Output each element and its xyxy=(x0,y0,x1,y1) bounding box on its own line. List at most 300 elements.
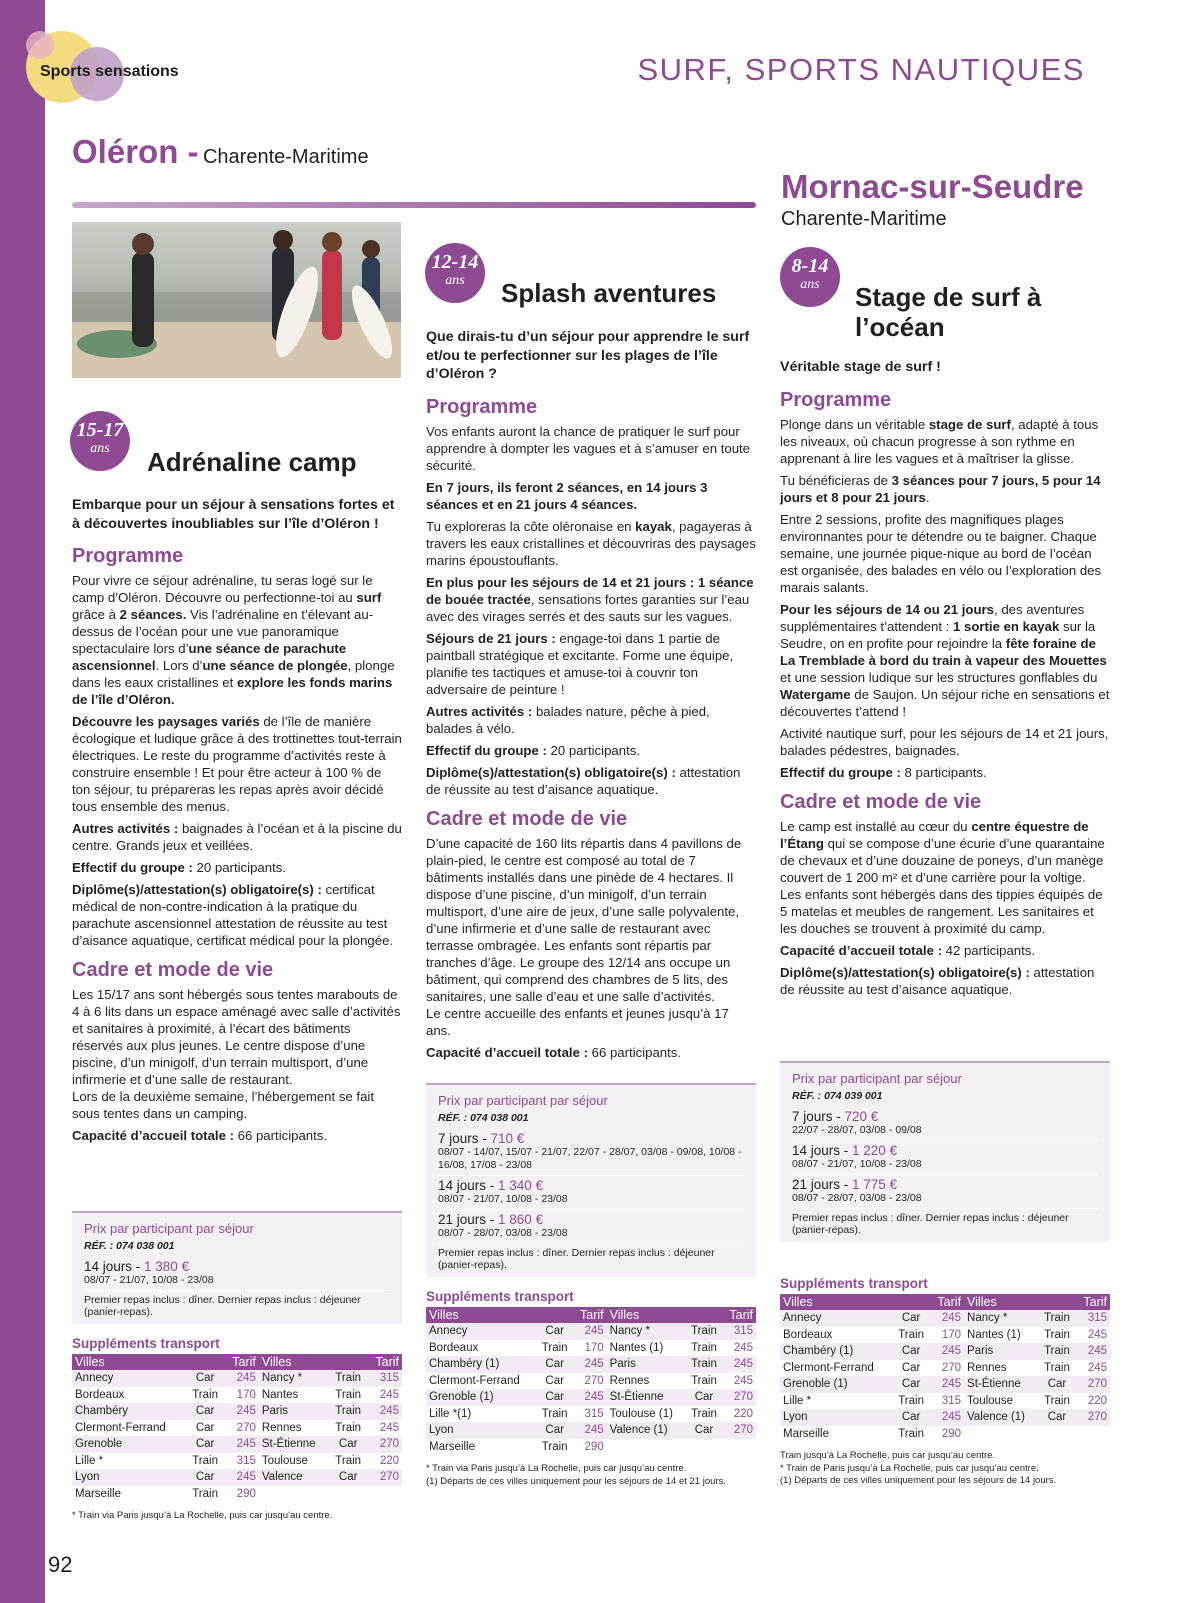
transport-price: 245 xyxy=(224,1403,259,1420)
capacity: Capacité d’accueil totale : 66 participants. xyxy=(72,1128,328,1143)
price-row xyxy=(792,1175,1098,1209)
transport-price: 315 xyxy=(722,1323,756,1340)
cadre-heading: Cadre et mode de vie xyxy=(72,959,274,981)
transport-mode: Train xyxy=(541,1440,568,1453)
transport-price: 270 xyxy=(941,1361,962,1374)
city-name xyxy=(964,1426,1038,1443)
price-header: Prix par participant par séjour xyxy=(84,1221,254,1236)
transport-price: 245 xyxy=(733,1341,753,1354)
transport-mode: Train xyxy=(192,1388,218,1401)
city-name: Nancy * xyxy=(259,1370,330,1387)
price-block-surf xyxy=(780,1061,1110,1488)
city-name: Nantes (1) xyxy=(609,1341,664,1354)
camp-title: Stage de surf à l’océan xyxy=(855,282,1042,342)
programme-paragraph: Vos enfants auront la chance de pratiquer le surf pour apprendre à dompter les vagues et à s’amuser en toute sécurité. xyxy=(426,423,751,473)
transport-price: 245 xyxy=(367,1403,402,1420)
transport-mode: Car xyxy=(893,1310,930,1327)
destination-region: Charente-Maritime xyxy=(781,208,947,230)
transport-row xyxy=(72,1403,402,1420)
column-header: Tarif xyxy=(224,1354,259,1370)
session-dates: 08/07 - 21/07, 10/08 - 23/08 xyxy=(438,1193,568,1205)
transport-price: 290 xyxy=(941,1427,962,1440)
transport-row xyxy=(780,1310,1110,1327)
price-value: 1 860 € xyxy=(498,1212,544,1227)
programme-paragraph: Plonge dans un véritable stage de surf, adapté à tous les niveaux, où chacun progresse à son rythme en apprenant à lire les vagues et à maîtriser la glisse. xyxy=(780,416,1099,466)
transport-mode: Car xyxy=(186,1403,224,1420)
transport-price: 170 xyxy=(236,1388,256,1401)
transport-mode: Train xyxy=(686,1356,722,1373)
city-name: St-Étienne xyxy=(259,1436,330,1453)
transport-header-row xyxy=(426,1307,756,1323)
session-dates: 08/07 - 14/07, 15/07 - 21/07, 22/07 - 28/07, 03/08 - 09/08, 10/08 - 16/08, 17/08 - 23/08 xyxy=(438,1146,742,1171)
transport-mode: Train xyxy=(686,1323,722,1340)
duration-price xyxy=(84,1259,390,1274)
price-box xyxy=(72,1211,402,1324)
age-unit: ans xyxy=(445,273,465,288)
programme-heading: Programme xyxy=(72,545,184,567)
camp-intro: Embarque pour un séjour à sensations fortes et à découvertes inoubliables sur l’île d’Oléron ! xyxy=(72,497,395,532)
footnotes xyxy=(780,1450,1110,1488)
duration-label: 21 jours - xyxy=(438,1212,499,1227)
city-name: Rennes xyxy=(261,1421,302,1434)
city-name: Paris xyxy=(259,1403,330,1420)
capacity: Capacité d’accueil totale : 42 participants. xyxy=(780,942,1036,958)
city-name: Annecy xyxy=(72,1370,186,1387)
required-documents: Diplôme(s)/attestation(s) obligatoire(s) : certificat médical de non-contre-indication à la pratique du parachute ascensionnel attestation de réussite au test d’aisance aquatique, certificat médical pour la plongée. xyxy=(72,882,394,948)
transport-price: 245 xyxy=(573,1356,607,1373)
transport-price: 245 xyxy=(379,1388,399,1401)
price-value: 1 220 € xyxy=(852,1143,898,1158)
required-documents: Diplôme(s)/attestation(s) obligatoire(s) : attestation de réussite au test d’aisance aquatique. xyxy=(780,964,1095,997)
column-header: Villes xyxy=(964,1294,1038,1310)
city-name: Nancy * xyxy=(964,1310,1038,1327)
transport-table xyxy=(426,1307,756,1455)
column-header: Tarif xyxy=(573,1307,607,1323)
transport-heading: Suppléments transport xyxy=(426,1289,574,1304)
transport-price: 245 xyxy=(573,1389,607,1406)
transport-table xyxy=(72,1354,402,1502)
duration-label: 14 jours - xyxy=(792,1143,853,1158)
transport-price xyxy=(1075,1426,1110,1443)
price-box xyxy=(780,1061,1110,1242)
city-name: Toulouse xyxy=(967,1394,1014,1407)
transport-price: 170 xyxy=(584,1341,604,1354)
programme-paragraph: Pour vivre ce séjour adrénaline, tu seras logé sur le camp d’Oléron. Découvre ou perfectionne-toi au surf grâce à 2 séances. Vis l’adrénaline en t’élevant au-dessus de l’océan pour une vue panoramique spectaculaire lors d’une séance de parachute ascensionnel. Lors d’une séance de plongée, plonge dans les eaux cristallines et explore les fonds marins de l’île d’Oléron. xyxy=(72,573,395,707)
transport-mode: Car xyxy=(329,1469,367,1486)
transport-mode: Train xyxy=(192,1487,218,1500)
transport-row xyxy=(72,1420,402,1437)
other-activities: Autres activités : balades nature, pêche à pied, balades à vélo. xyxy=(426,703,710,736)
city-name: Bordeaux xyxy=(429,1341,479,1354)
transport-price xyxy=(367,1486,402,1503)
destination-region: Charente-Maritime xyxy=(202,146,369,168)
transport-price: 245 xyxy=(573,1323,607,1340)
duration-price xyxy=(438,1212,744,1227)
programme-heading: Programme xyxy=(426,395,538,418)
session-dates: 08/07 - 21/07, 10/08 - 23/08 xyxy=(792,1158,922,1170)
meal-note: Premier repas inclus : dîner. Dernier repas inclus : déjeuner (panier-repas). xyxy=(84,1294,361,1318)
transport-mode xyxy=(686,1439,722,1456)
footnotes xyxy=(72,1510,402,1523)
group-size: Effectif du groupe : 8 participants. xyxy=(780,764,987,780)
transport-price: 245 xyxy=(1087,1361,1107,1374)
duration-price xyxy=(438,1131,744,1146)
age-unit: ans xyxy=(90,441,110,456)
city-name: Lyon xyxy=(780,1409,893,1426)
city-name: Chambéry xyxy=(72,1403,186,1420)
column-header: Villes xyxy=(259,1354,330,1370)
footnote: (1) Départs de ces villes uniquement pour les séjours de 14 jours. xyxy=(780,1475,1057,1486)
footnotes xyxy=(426,1463,756,1488)
transport-mode: Train xyxy=(1038,1343,1075,1360)
column-header: Villes xyxy=(72,1354,186,1370)
transport-mode: Car xyxy=(195,1421,215,1434)
age-range: 15-17 xyxy=(76,419,124,441)
destination-title: Mornac-sur-Seudre xyxy=(781,168,1084,205)
city-name: Toulouse (1) xyxy=(609,1407,673,1420)
transport-mode: Car xyxy=(545,1374,564,1387)
transport-mode: Car xyxy=(893,1376,930,1393)
city-name: St-Étienne xyxy=(607,1389,686,1406)
transport-mode: Train xyxy=(1038,1310,1075,1327)
duration-price xyxy=(792,1177,1098,1192)
city-name: Lille *(1) xyxy=(429,1407,472,1420)
accommodation-paragraph: D’une capacité de 160 lits répartis dans 4 pavillons de plain-pied, le centre est composé au total de 7 bâtiments installés dans une pinède de 4 hectares. Il dispose d’une piscine, d’un minigolf, d’un terrain multisport, d’une aire de jeux, d’une salle polyvalente, d’une infirmerie et d’une salle de restaurant avec terrasse ombragée. Les enfants sont répartis par tranches d’âge. Le groupe des 12/14 ans occupe un bâtiment, qui comprend des chambres de 5 lits, des sanitaires, une salle d’eau et une salle d’activités. xyxy=(426,835,742,1004)
city-name: Valence (1) xyxy=(607,1422,686,1439)
column-header: Tarif xyxy=(722,1307,756,1323)
programme-paragraph: Tu bénéficieras de 3 séances pour 7 jours, 5 pour 14 jours et 8 pour 21 jours. xyxy=(780,472,1101,505)
programme-paragraph: En plus pour les séjours de 14 et 21 jours : 1 séance de bouée tractée, sensations fortes garanties sur l’eau avec des virages serrés et des sauts sur les vagues. xyxy=(426,574,754,624)
transport-mode: Car xyxy=(537,1422,573,1439)
city-name: Clermont-Ferrand xyxy=(429,1374,520,1387)
camp-title: Adrénaline camp xyxy=(147,447,357,477)
transport-price: 270 xyxy=(367,1436,402,1453)
transport-row xyxy=(72,1436,402,1453)
programme-paragraph: Pour les séjours de 14 ou 21 jours, des aventures supplémentaires t’attendent : 1 sortie en kayak sur la Seudre, on en profite pour rejoindre la fête foraine de La Tremblade à bord du train à vapeur des Mouettes et une session ludique sur les structures gonflables du Watergame de Saujon. Un séjour riche en sensations et découvertes t’attend ! xyxy=(780,601,1110,719)
transport-price: 270 xyxy=(722,1422,756,1439)
column-header: Villes xyxy=(780,1294,893,1310)
city-name: Nantes xyxy=(261,1388,299,1401)
transport-price: 270 xyxy=(722,1389,756,1406)
transport-mode: Train xyxy=(691,1407,717,1420)
transport-price: 245 xyxy=(379,1421,399,1434)
transport-price: 290 xyxy=(236,1487,256,1500)
city-name: Grenoble (1) xyxy=(780,1376,893,1393)
column-header xyxy=(686,1307,722,1323)
reference-number: RÉF. : 074 038 001 xyxy=(438,1112,529,1124)
other-activities: Autres activités : baignades à l’océan et à la piscine du centre. Grands jeux et veillées. xyxy=(72,821,402,853)
transport-row xyxy=(72,1370,402,1387)
meal-note: Premier repas inclus : dîner. Dernier repas inclus : déjeuner (panier-repas). xyxy=(438,1247,715,1271)
transport-price: 245 xyxy=(930,1343,964,1360)
transport-row xyxy=(780,1343,1110,1360)
column-header xyxy=(1038,1294,1075,1310)
city-name: Lille * xyxy=(75,1454,104,1467)
transport-price: 290 xyxy=(584,1440,604,1453)
category-label: Sports sensations xyxy=(40,63,179,80)
price-value: 1 775 € xyxy=(852,1177,898,1192)
city-name: Bordeaux xyxy=(75,1388,125,1401)
duration-label: 7 jours - xyxy=(438,1131,491,1146)
footnote: * Train via Paris jusqu’à La Rochelle, puis car jusqu’au centre. xyxy=(72,1510,333,1521)
transport-mode: Car xyxy=(901,1361,921,1374)
transport-price: 315 xyxy=(236,1454,256,1467)
destination-heading-oleron xyxy=(72,133,369,171)
city-name: Grenoble (1) xyxy=(426,1389,537,1406)
transport-row xyxy=(426,1323,756,1340)
cadre-heading: Cadre et mode de vie xyxy=(426,807,628,830)
transport-mode: Train xyxy=(192,1454,218,1467)
transport-mode: Train xyxy=(1044,1394,1070,1407)
city-name: Marseille xyxy=(429,1440,476,1453)
section-title: SURF, SPORTS NAUTIQUES xyxy=(637,52,1085,87)
price-box xyxy=(426,1083,756,1277)
column-header xyxy=(329,1354,367,1370)
transport-row xyxy=(426,1340,756,1357)
transport-row xyxy=(72,1469,402,1486)
footnote: * Train via Paris jusqu’à La Rochelle, puis car jusqu’au centre. xyxy=(426,1463,687,1474)
transport-mode: Train xyxy=(329,1370,367,1387)
transport-price: 245 xyxy=(1075,1343,1110,1360)
transport-mode: Train xyxy=(335,1421,362,1434)
price-row xyxy=(438,1176,744,1210)
transport-price: 315 xyxy=(367,1370,402,1387)
city-name: Chambéry (1) xyxy=(780,1343,893,1360)
age-unit: ans xyxy=(800,277,820,292)
transport-price: 245 xyxy=(573,1422,607,1439)
accommodation-paragraph: Les 15/17 ans sont hébergés sous tentes marabouts de 4 à 6 lits dans un espace aménagé avec salle d’activités et sanitaires à proximité, à l’écart des bâtiments réservés aux plus jeunes. Le centre dispose d’une piscine, d’un minigolf, d’un terrain multisport, d’une infirmerie et d’une salle de restaurant. xyxy=(72,987,401,1087)
transport-mode: Train xyxy=(898,1427,924,1440)
transport-price: 245 xyxy=(930,1310,964,1327)
age-badge xyxy=(70,411,130,471)
city-name: Paris xyxy=(964,1343,1038,1360)
camp-description-surf xyxy=(780,358,1110,1003)
city-name xyxy=(259,1486,330,1503)
city-name: Lille * xyxy=(783,1394,812,1407)
city-name: Toulouse xyxy=(261,1454,308,1467)
transport-mode: Train xyxy=(898,1328,924,1341)
age-range: 8-14 xyxy=(791,255,829,277)
transport-mode: Car xyxy=(537,1323,573,1340)
price-block-adrenaline xyxy=(72,1211,402,1523)
programme-paragraph: Activité nautique surf, pour les séjours de 14 et 21 jours, balades pédestres, baignades. xyxy=(780,725,1109,758)
city-name: Clermont-Ferrand xyxy=(75,1421,166,1434)
duration-label: 14 jours - xyxy=(84,1259,145,1274)
page-number: 92 xyxy=(48,1552,73,1577)
transport-mode: Car xyxy=(1038,1376,1075,1393)
transport-mode: Car xyxy=(537,1356,573,1373)
reference-number: RÉF. : 074 038 001 xyxy=(84,1240,175,1252)
camp-intro: Que dirais-tu d’un séjour pour apprendre le surf et/ou te perfectionner sur les plages de l’île d’Oléron ? xyxy=(426,329,750,382)
programme-paragraph: Tu exploreras la côte oléronaise en kayak, pagayeras à travers les eaux cristallines et découvriras des paysages marins époustouflants. xyxy=(426,518,756,568)
transport-price: 245 xyxy=(733,1374,753,1387)
transport-row xyxy=(426,1439,756,1456)
programme-heading: Programme xyxy=(780,388,892,411)
transport-price: 270 xyxy=(584,1374,604,1387)
transport-mode: Car xyxy=(893,1409,930,1426)
camp-intro: Véritable stage de surf ! xyxy=(780,359,941,375)
session-dates: 08/07 - 21/07, 10/08 - 23/08 xyxy=(84,1274,214,1286)
price-row xyxy=(792,1141,1098,1175)
footnote: (1) Départs de ces villes uniquement pour les séjours de 14 et 21 jours. xyxy=(426,1475,726,1487)
column-header: Tarif xyxy=(1075,1294,1110,1310)
camp-title: Splash aventures xyxy=(501,278,717,308)
transport-mode: Train xyxy=(335,1388,362,1401)
city-name: Nancy * xyxy=(607,1323,686,1340)
transport-mode: Car xyxy=(186,1469,224,1486)
session-dates: 22/07 - 28/07, 03/08 - 09/08 xyxy=(792,1124,922,1136)
session-dates: 08/07 - 28/07, 03/08 - 23/08 xyxy=(438,1227,568,1239)
transport-row xyxy=(72,1486,402,1503)
camp-description-adrenaline xyxy=(72,496,402,1149)
transport-row xyxy=(780,1409,1110,1426)
transport-header-row xyxy=(72,1354,402,1370)
city-name: Marseille xyxy=(75,1487,122,1500)
city-name: Clermont-Ferrand xyxy=(783,1361,874,1374)
surfers-illustration xyxy=(72,222,401,378)
city-name: Lyon xyxy=(426,1422,537,1439)
programme-paragraph: Séjours de 21 jours : engage-toi dans 1 partie de paintball stratégique et excitante. Forme une équipe, planifie tes tactiques et amuse-toi à couvrir ton adversaire de peinture ! xyxy=(426,630,734,697)
meal-note: Premier repas inclus : dîner. Dernier repas inclus : déjeuner (panier-repas). xyxy=(792,1212,1069,1236)
age-badge xyxy=(425,243,485,303)
transport-price: 220 xyxy=(379,1454,399,1467)
accommodation-paragraph: Lors de la deuxième semaine, l’hébergement se fait sous tentes dans un camping. xyxy=(72,1089,375,1121)
footnote: * Train de Paris jusqu’à La Rochelle, puis car jusqu’au centre. xyxy=(780,1462,1039,1474)
transport-mode: Train xyxy=(898,1394,924,1407)
transport-mode: Car xyxy=(537,1389,573,1406)
column-header xyxy=(893,1294,930,1310)
column-header: Tarif xyxy=(367,1354,402,1370)
transport-heading: Suppléments transport xyxy=(72,1336,220,1351)
price-row xyxy=(438,1210,744,1244)
programme-paragraph: Découvre les paysages variés de l’île de manière écologique et ludique grâce à des trottinettes tout-terrain électriques. Le reste du programme d’activités reste à construire ensemble ! Et pour être acteur à 100 % de ton séjour, tu prépareras les repas après avoir décidé tous ensemble des menus. xyxy=(72,714,402,814)
programme-paragraph: Entre 2 sessions, profite des magnifiques plages environnantes pour te détendre ou te baigner. Chaque semaine, une journée pique-nique au bord de l’océan est organisée, des balades en vélo ou l’exploration des marais salants. xyxy=(780,511,1102,595)
transport-price: 245 xyxy=(722,1356,756,1373)
city-name xyxy=(607,1439,686,1456)
transport-mode: Train xyxy=(1044,1328,1070,1341)
transport-row xyxy=(426,1356,756,1373)
column-header xyxy=(537,1307,573,1323)
transport-row xyxy=(426,1406,756,1423)
transport-row xyxy=(780,1376,1110,1393)
transport-price: 245 xyxy=(224,1469,259,1486)
transport-mode: Car xyxy=(893,1343,930,1360)
price-block-splash xyxy=(426,1083,756,1488)
price-value: 710 € xyxy=(490,1131,525,1146)
destination-title: Oléron - xyxy=(72,133,199,170)
transport-row xyxy=(426,1389,756,1406)
duration-label: 7 jours - xyxy=(792,1109,845,1124)
duration-price xyxy=(792,1143,1098,1158)
transport-price: 245 xyxy=(224,1436,259,1453)
transport-price: 315 xyxy=(1075,1310,1110,1327)
transport-price: 245 xyxy=(1087,1328,1107,1341)
city-name: Nantes (1) xyxy=(967,1328,1021,1341)
city-name: Annecy xyxy=(426,1323,537,1340)
category-badge xyxy=(26,31,196,111)
price-value: 1 340 € xyxy=(498,1178,544,1193)
transport-price: 170 xyxy=(941,1328,962,1341)
transport-price: 315 xyxy=(941,1394,962,1407)
price-header: Prix par participant par séjour xyxy=(792,1071,962,1086)
transport-row xyxy=(780,1327,1110,1344)
age-badge xyxy=(780,247,840,307)
badge-circle-pink xyxy=(26,31,54,59)
age-range: 12-14 xyxy=(431,251,479,273)
transport-mode: Train xyxy=(541,1341,568,1354)
city-name: Grenoble xyxy=(72,1436,186,1453)
city-name: Paris xyxy=(607,1356,686,1373)
footnote: Train jusqu’à La Rochelle, puis car jusqu’au centre. xyxy=(780,1450,996,1461)
transport-mode: Train xyxy=(1044,1361,1070,1374)
price-row xyxy=(84,1257,390,1291)
group-size: Effectif du groupe : 20 participants. xyxy=(426,742,640,758)
programme-paragraph: En 7 jours, ils feront 2 séances, en 14 jours 3 séances et en 21 jours 4 séances. xyxy=(426,479,708,512)
transport-mode: Car xyxy=(1038,1409,1075,1426)
reference-number: RÉF. : 074 039 001 xyxy=(792,1090,883,1102)
left-color-band xyxy=(0,0,45,1603)
transport-price: 270 xyxy=(236,1421,256,1434)
transport-mode: Train xyxy=(691,1374,717,1387)
transport-price: 315 xyxy=(584,1407,604,1420)
transport-mode xyxy=(329,1486,367,1503)
surfers-photo xyxy=(72,222,401,378)
price-row xyxy=(438,1129,744,1176)
group-size: Effectif du groupe : 20 participants. xyxy=(72,860,286,875)
transport-mode: Car xyxy=(186,1436,224,1453)
transport-mode: Car xyxy=(686,1422,722,1439)
transport-table xyxy=(780,1294,1110,1442)
cadre-heading: Cadre et mode de vie xyxy=(780,790,982,813)
capacity: Capacité d’accueil totale : 66 participants. xyxy=(426,1044,682,1060)
price-header: Prix par participant par séjour xyxy=(438,1093,608,1108)
required-documents: Diplôme(s)/attestation(s) obligatoire(s) : attestation de réussite au test d’aisance aquatique. xyxy=(426,764,741,797)
accommodation-paragraph: Le centre accueille des enfants et jeunes jusqu’à 17 ans. xyxy=(426,1005,729,1038)
transport-row xyxy=(426,1422,756,1439)
transport-mode: Car xyxy=(186,1370,224,1387)
transport-row xyxy=(780,1426,1110,1443)
city-name: Valence (1) xyxy=(964,1409,1038,1426)
accommodation-paragraph: Le camp est installé au cœur du centre équestre de l’Étang qui se compose d’une écurie d’une quarantaine de chevaux et d’une douzaine de poneys, d’un manège couvert de 1 200 m² et d’une carrière pour la voltige. Les enfants sont hébergés dans des tippies équipés de 5 matelas et meubles de rangement. Les sanitaires et les douches se trouvent à proximité du camp. xyxy=(780,818,1105,936)
city-name: Marseille xyxy=(783,1427,830,1440)
transport-price: 270 xyxy=(1075,1409,1110,1426)
duration-price xyxy=(438,1178,744,1193)
city-name: Rennes xyxy=(967,1361,1007,1374)
column-header xyxy=(186,1354,224,1370)
transport-mode: Car xyxy=(329,1436,367,1453)
transport-row xyxy=(780,1360,1110,1377)
transport-row xyxy=(72,1387,402,1404)
price-value: 1 380 € xyxy=(144,1259,190,1274)
transport-price: 245 xyxy=(930,1376,964,1393)
session-dates: 08/07 - 28/07, 03/08 - 23/08 xyxy=(792,1192,922,1204)
duration-price xyxy=(792,1109,1098,1124)
transport-mode: Train xyxy=(329,1403,367,1420)
city-name: Lyon xyxy=(72,1469,186,1486)
transport-price: 220 xyxy=(733,1407,753,1420)
city-name: Chambéry (1) xyxy=(426,1356,537,1373)
transport-price: 245 xyxy=(930,1409,964,1426)
transport-mode: Train xyxy=(691,1341,717,1354)
transport-mode: Train xyxy=(541,1407,568,1420)
duration-label: 14 jours - xyxy=(438,1178,499,1193)
destination-divider xyxy=(72,202,756,208)
column-header: Villes xyxy=(426,1307,537,1323)
transport-row xyxy=(426,1373,756,1390)
transport-price: 245 xyxy=(224,1370,259,1387)
transport-header-row xyxy=(780,1294,1110,1310)
price-row xyxy=(792,1107,1098,1141)
